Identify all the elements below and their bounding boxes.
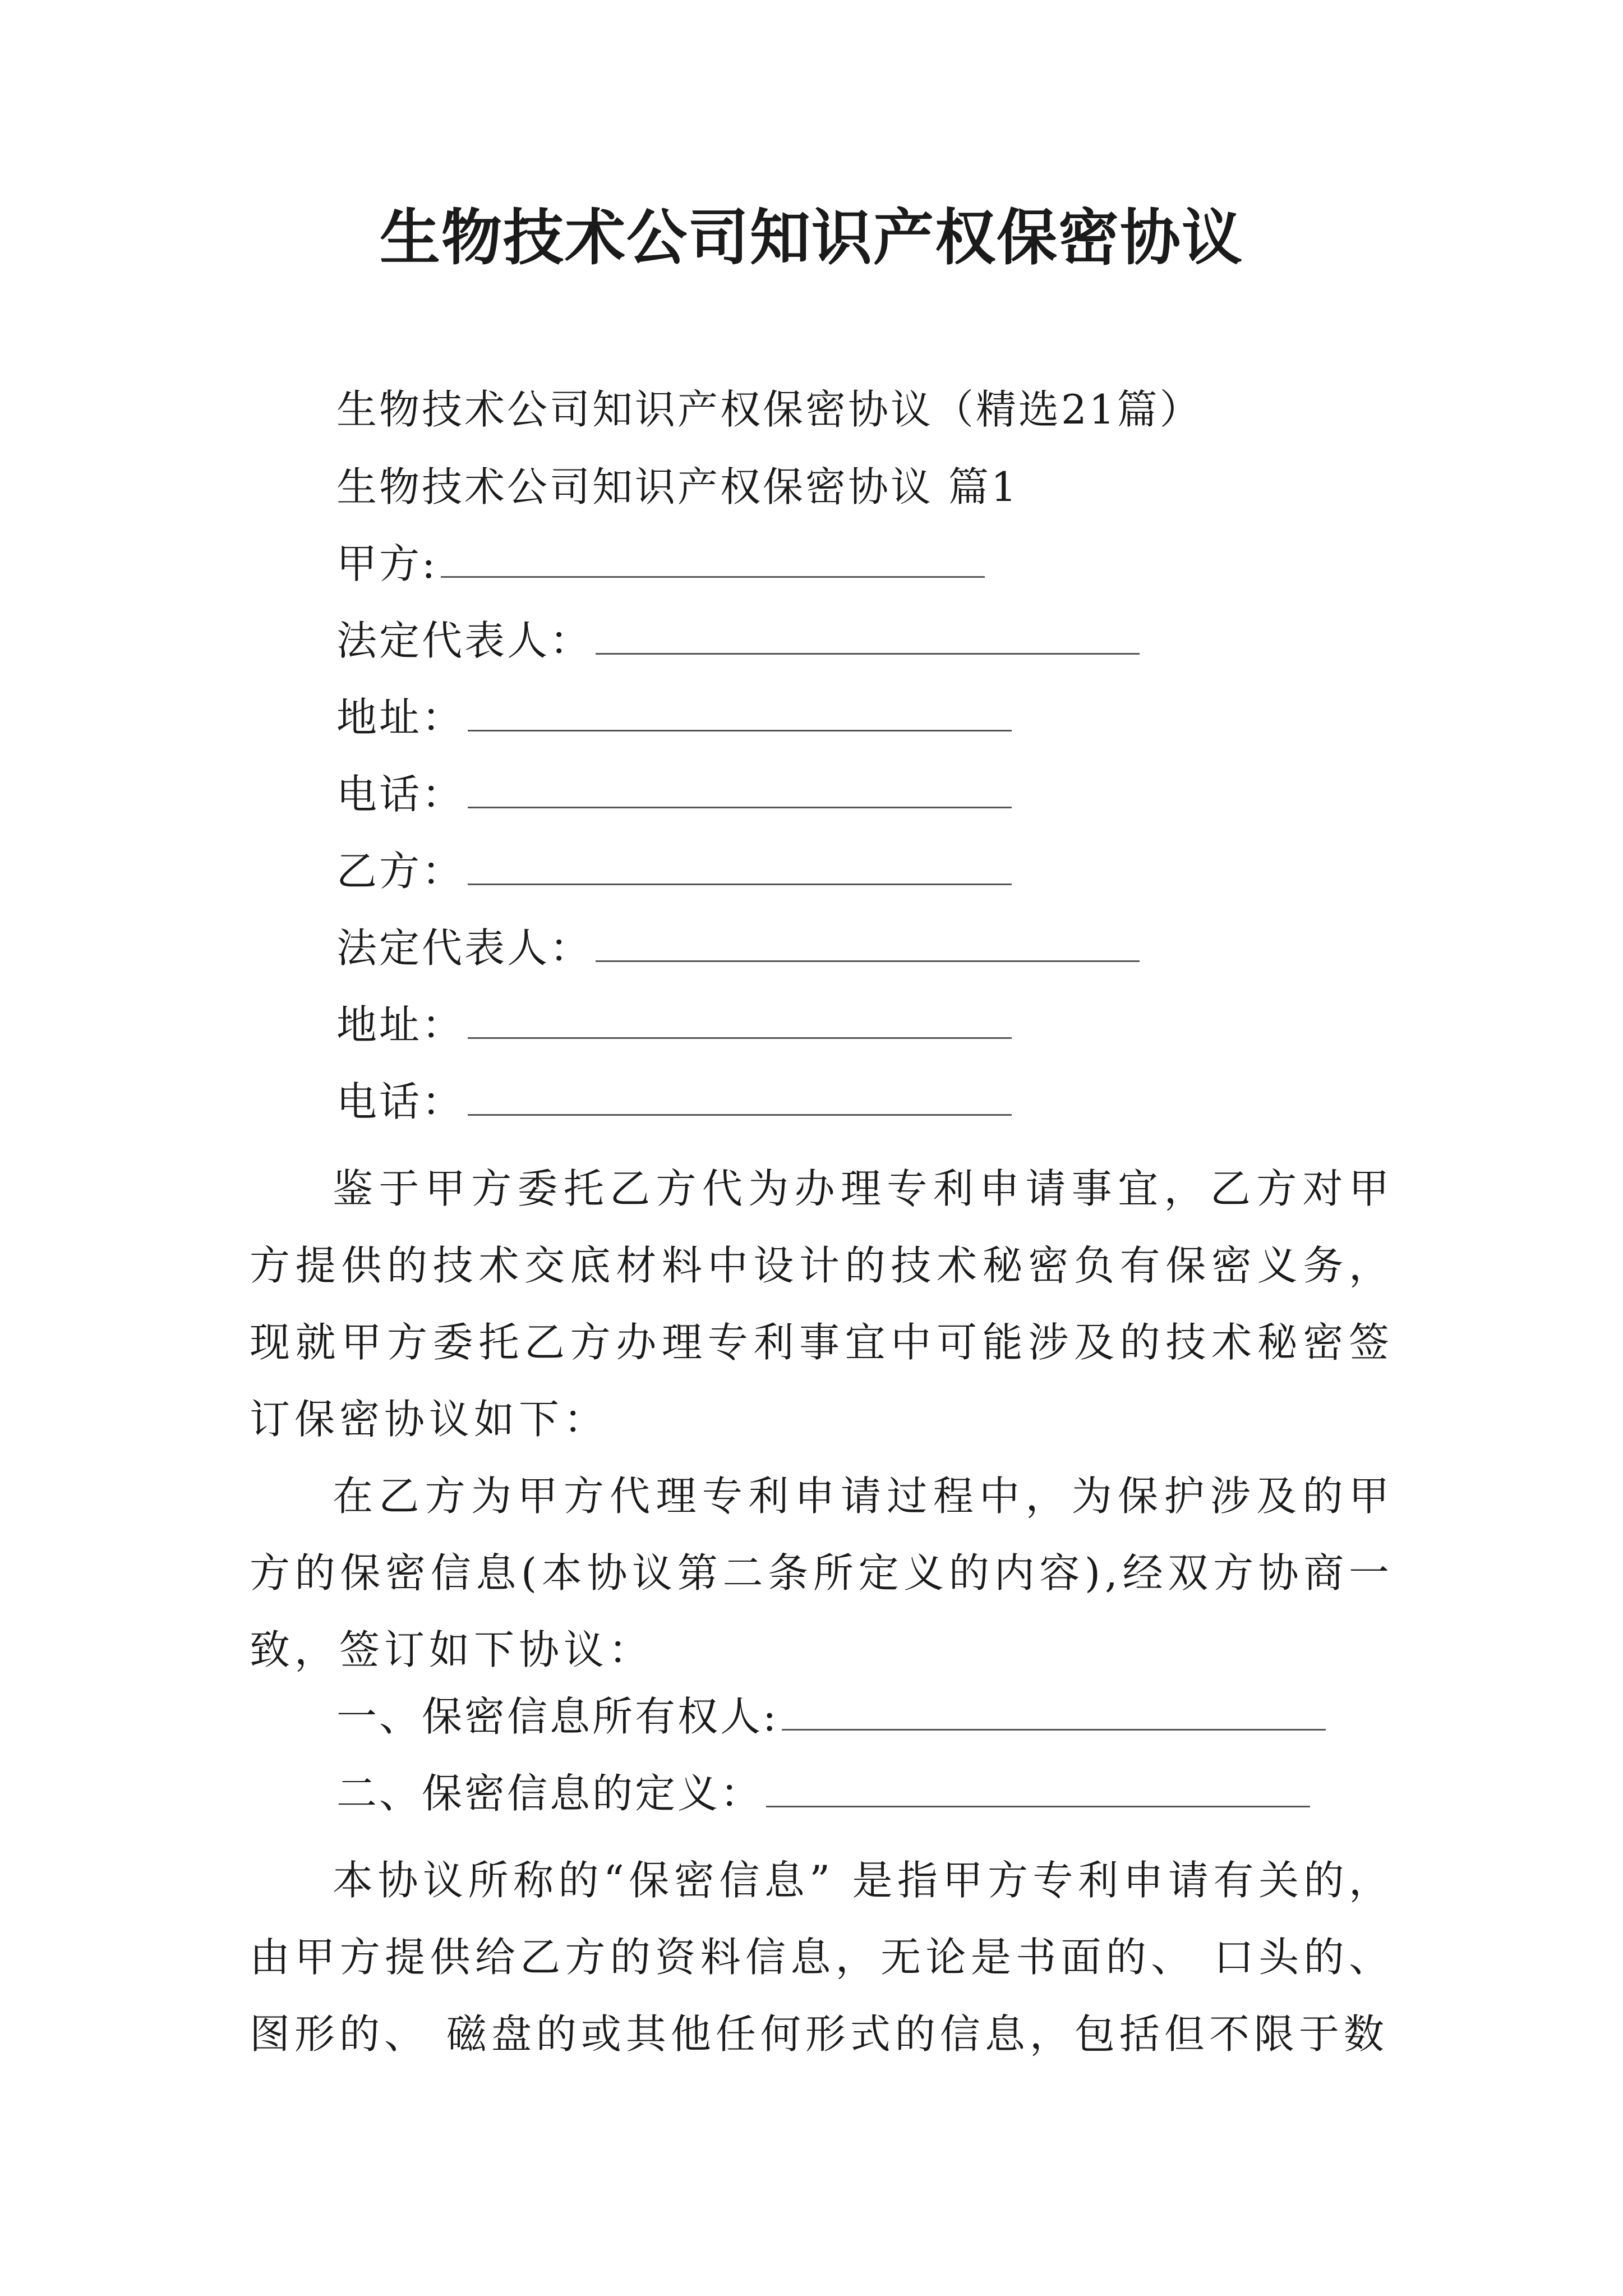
party-a-row: [336, 536, 985, 592]
party-b-address-label: 地址：: [336, 1001, 465, 1048]
clause-2-field[interactable]: [766, 1769, 1310, 1807]
party-b-address-row: [336, 997, 1012, 1053]
paragraph-confidential-definition: 本协议所称的“保密信息” 是指甲方专利申请有关的，由甲方提供给乙方的资料信息，无论是书面的、 口头的、图形的、 磁盘的或其他任何形式的信息，包括但不限于数: [250, 1857, 1394, 2058]
party-b-field[interactable]: [468, 846, 1012, 885]
party-a-legal-rep-label: 法定代表人：: [336, 617, 593, 664]
party-a-phone-row: [336, 766, 1012, 822]
party-a-address-field[interactable]: [468, 693, 1012, 731]
party-b-phone-row: [336, 1074, 1012, 1130]
party-a-label: 甲方:: [336, 540, 438, 587]
clause-2-row: [336, 1765, 1310, 1821]
paragraph-entrustment: 鉴于甲方委托乙方代为办理专利申请事宜，乙方对甲方提供的技术交底材料中设计的技术秘密负有保密义务，现就甲方委托乙方办理专利事宜中可能涉及的技术秘密签订保密协议如下：: [250, 1165, 1394, 1443]
party-b-row: [336, 843, 1012, 899]
party-a-address-row: [336, 689, 1012, 746]
party-a-field[interactable]: [441, 539, 985, 578]
party-a-phone-field[interactable]: [468, 770, 1012, 808]
party-b-label: 乙方：: [336, 848, 465, 895]
party-a-legal-rep-row: [336, 613, 1140, 669]
party-a-address-label: 地址：: [336, 694, 465, 741]
party-a-legal-rep-field[interactable]: [596, 616, 1140, 655]
party-b-legal-rep-field[interactable]: [596, 923, 1140, 962]
paragraph-agreement-intro: 在乙方为甲方代理专利申请过程中，为保护涉及的甲方的保密信息(本协议第二条所定义的内容),经双方协商一致，签订如下协议：: [250, 1473, 1394, 1673]
document-title: 生物技术公司知识产权保密协议: [379, 203, 1243, 273]
party-a-phone-label: 电话：: [336, 771, 465, 818]
party-b-phone-label: 电话：: [336, 1078, 465, 1125]
party-b-legal-rep-row: [336, 920, 1140, 976]
clause-1-row: [336, 1688, 1326, 1745]
document-subtitle: 生物技术公司知识产权保密协议（精选21篇）: [336, 386, 1202, 433]
section-heading: 生物技术公司知识产权保密协议 篇1: [336, 463, 1019, 510]
party-b-legal-rep-label: 法定代表人：: [336, 924, 593, 972]
party-b-phone-field[interactable]: [468, 1077, 1012, 1116]
clause-1-label: 一、保密信息所有权人:: [336, 1693, 779, 1740]
party-b-address-field[interactable]: [468, 1000, 1012, 1039]
clause-2-label: 二、保密信息的定义：: [336, 1770, 763, 1817]
clause-1-field[interactable]: [782, 1692, 1326, 1731]
